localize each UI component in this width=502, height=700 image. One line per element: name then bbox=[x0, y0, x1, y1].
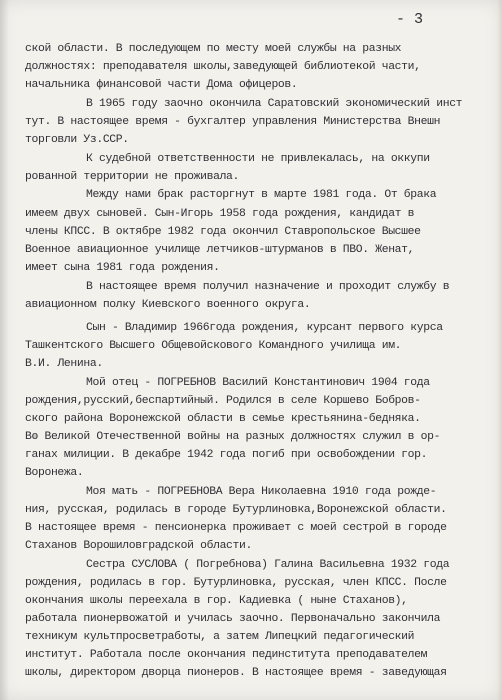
text-line: Сын - Владимир 1966года рождения, курсант первого курса bbox=[86, 322, 443, 334]
text-line: Сестра СУСЛОВА ( Погребнова) Галина Васильевна 1932 года bbox=[86, 559, 450, 571]
text-line: Военное авиационное училище летчиков-штурманов в ПВО. Женат, bbox=[25, 244, 415, 256]
text-line: авиационном полку Киевского военного округа. bbox=[25, 299, 311, 311]
text-line: имеем двух сыновей. Сын-Игорь 1958 года рождения, кандидат в bbox=[25, 208, 415, 220]
text-line: должностях: преподавателя школы,заведующей библиотекой части, bbox=[25, 61, 421, 73]
text-line: ской области. В последующем по месту моей службы на разных bbox=[25, 43, 402, 55]
text-line: институт. Работала после окончания пединститута преподавателем bbox=[25, 649, 428, 661]
text-line: начальника финансовой части Дома офицеров. bbox=[25, 79, 298, 91]
text-line: В 1965 году заочно окончила Саратовский экономический инст bbox=[86, 98, 463, 110]
text-line: работала пионервожатой и училась заочно. Первоначально закончила bbox=[25, 613, 441, 625]
text-line: окончания школы переехала в гор. Кадиевка ( ныне Стаханов), bbox=[25, 595, 408, 607]
text-line: имеет сына 1981 года рождения. bbox=[25, 262, 220, 274]
text-line: техникум культпросветработы, а затем Липецкий педагогический bbox=[25, 631, 415, 643]
text-line: В настоящее время - пенсионерка проживает с моей сестрой в городе bbox=[25, 522, 447, 534]
text-line: Мой отец - ПОГРЕБНОВ Василий Константинович 1904 года bbox=[86, 377, 430, 389]
text-line: Между нами брак расторгнут в марте 1981 года. От брака bbox=[86, 189, 437, 201]
text-line: тут. В настоящее время - бухгалтер управления Министерства Внешн bbox=[25, 116, 441, 128]
text-line: К судебной ответственности не привлекалась, на оккупи bbox=[86, 153, 430, 165]
text-line: В.И. Ленина. bbox=[25, 358, 103, 370]
text-line: ского района Воронежской области в семье крестьянина-бедняка. bbox=[25, 413, 421, 425]
text-line: В настоящее время получил назначение и проходит службу в bbox=[86, 281, 450, 293]
text-line: Во Великой Отечественной войны на разных должностях служил в ор- bbox=[25, 431, 441, 443]
text-line: Моя мать - ПОГРЕБНОВА Вера Николаевна 1910 года рожде- bbox=[86, 486, 437, 498]
text-line: рождения, родилась в гор. Бутурлиновка, русская, член КПСС. После bbox=[25, 577, 447, 589]
page-edge-shadow bbox=[0, 0, 9, 700]
page-number: - 3 bbox=[396, 11, 424, 28]
text-line: торговли Уз.ССР. bbox=[25, 134, 129, 146]
text-line: рованной территории не проживала. bbox=[25, 171, 240, 183]
ink-speck bbox=[25, 404, 27, 406]
text-line: ния, русская, родилась в городе Бутурлиновка,Воронежской области. bbox=[25, 504, 447, 516]
text-line: Воронежа. bbox=[25, 467, 84, 479]
text-line: школы, директором дворца пионеров. В настоящее время - заведующая bbox=[25, 667, 447, 679]
text-line: Стаханов Ворошиловградской области. bbox=[25, 540, 252, 552]
page-crease bbox=[497, 0, 502, 700]
ink-speck bbox=[33, 434, 37, 438]
text-line: Ташкентского Высшего Общевойскового Командного училища им. bbox=[25, 340, 402, 352]
text-line: ганах милиции. В декабре 1942 года погиб при освобождении гор. bbox=[25, 449, 428, 461]
text-line: рождения,русский,беспартийный. Родился в селе Коршево Бобров- bbox=[25, 395, 421, 407]
text-line: члены КПСС. В октябре 1982 года окончил Ставропольское Высшее bbox=[25, 226, 421, 238]
